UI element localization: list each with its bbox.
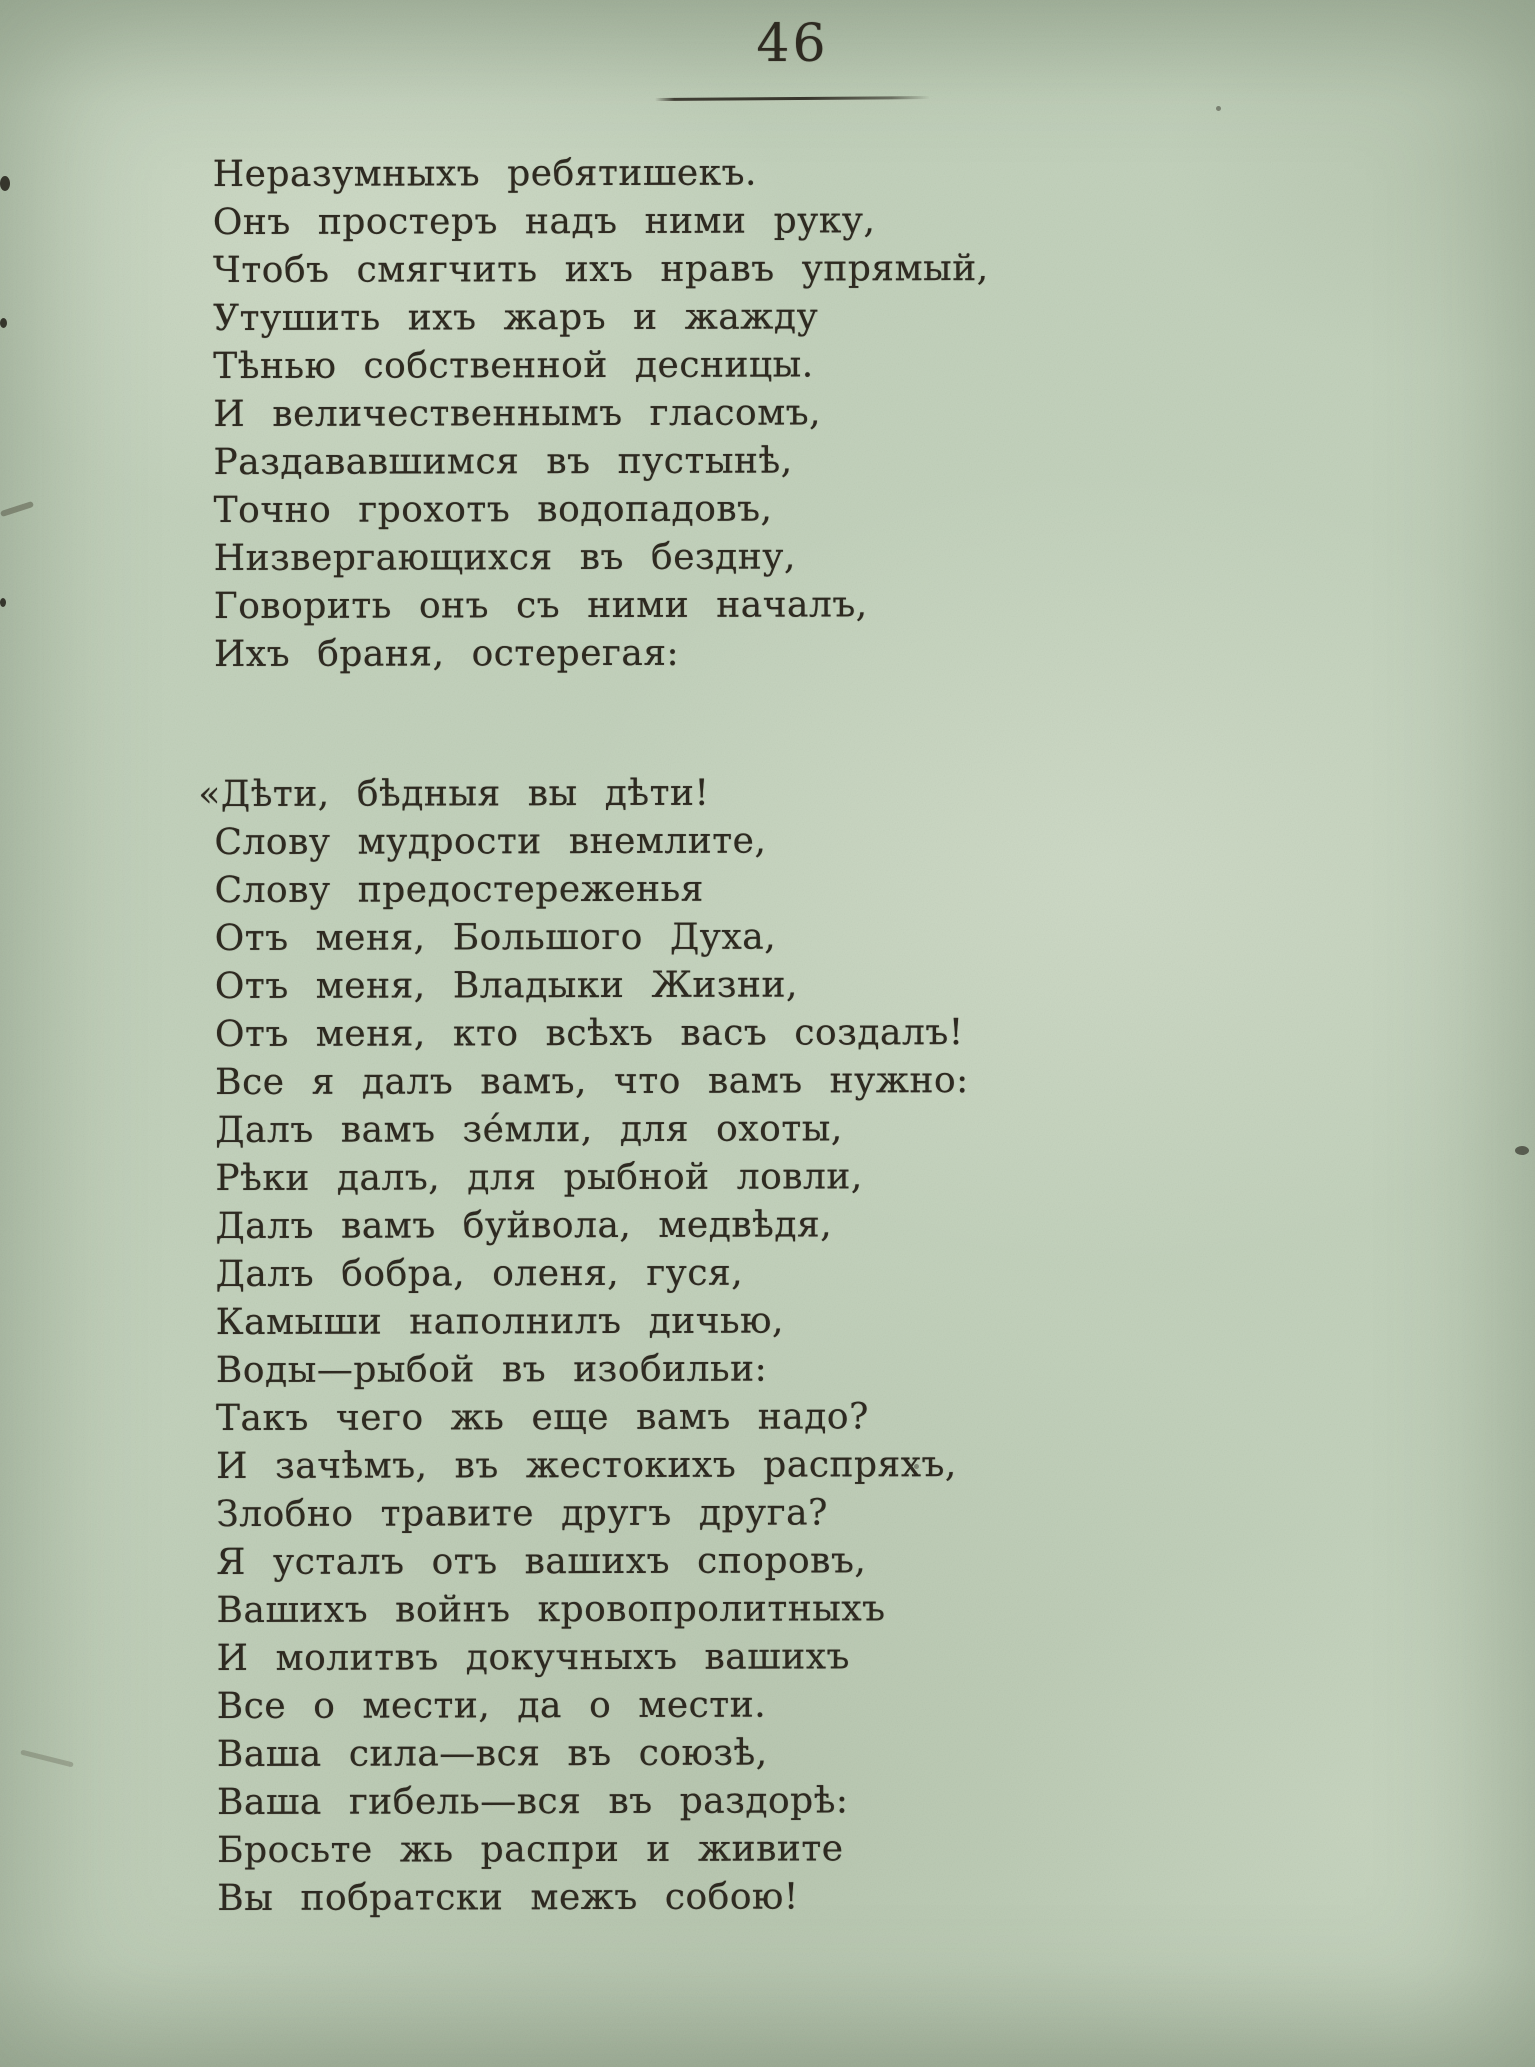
poem-line: Тѣнью собственной десницы. bbox=[213, 344, 814, 388]
page-speck bbox=[0, 176, 10, 191]
poem-line: Вашихъ войнъ кровопролитныхъ bbox=[216, 1588, 886, 1632]
page-scratch bbox=[0, 501, 34, 517]
page-speck bbox=[1515, 1146, 1529, 1155]
poem-line: «Дѣти, бѣдныя вы дѣти! bbox=[198, 772, 710, 816]
poem-line: Чтобъ смягчить ихъ нравъ упрямый, bbox=[212, 247, 989, 292]
page-number-rule bbox=[655, 96, 930, 101]
poem-line: Онъ простеръ надъ ними руку, bbox=[212, 200, 876, 244]
poem-line: Ихъ браня, остерегая: bbox=[213, 632, 680, 676]
poem-line: Слову предостереженья bbox=[214, 868, 704, 912]
poem-line: Бросьте жь распри и живите bbox=[217, 1828, 844, 1872]
poem-line: И величественнымъ гласомъ, bbox=[213, 392, 822, 436]
poem-line: И зачѣмъ, въ жестокихъ распряхъ, bbox=[216, 1444, 957, 1488]
poem-line: Раздававшимся въ пустынѣ, bbox=[213, 440, 793, 484]
page-speck bbox=[0, 318, 7, 328]
poem-line: Неразумныхъ ребятишекъ. bbox=[212, 152, 758, 196]
poem-line: Утушить ихъ жаръ и жажду bbox=[213, 296, 819, 340]
poem-line: Все я далъ вамъ, что вамъ нужно: bbox=[215, 1060, 969, 1104]
page-number: 46 bbox=[756, 14, 829, 74]
page-speck bbox=[0, 598, 6, 607]
poem-line: Такъ чего жь еще вамъ надо? bbox=[215, 1396, 869, 1440]
poem-line: Я усталъ отъ вашихъ споровъ, bbox=[216, 1540, 867, 1584]
poem-line: Ваша гибель—вся въ раздорѣ: bbox=[216, 1780, 849, 1824]
poem-line: Отъ меня, Владыки Жизни, bbox=[214, 964, 799, 1008]
poem-line: Отъ меня, Большого Духа, bbox=[214, 916, 777, 960]
poem-line: И молитвъ докучныхъ вашихъ bbox=[216, 1636, 850, 1680]
poem-line: Воды—рыбой въ изобильи: bbox=[215, 1348, 768, 1392]
poem-line: Вы побратски межъ собою! bbox=[217, 1876, 799, 1920]
poem bbox=[198, 149, 993, 1923]
poem-line: Далъ вамъ зе́мли, для охоты, bbox=[215, 1108, 843, 1152]
poem-line: Камыши наполнилъ дичью, bbox=[215, 1300, 784, 1344]
stanza-2 bbox=[198, 769, 993, 1923]
poem-line: Все о мести, да о мести. bbox=[216, 1684, 767, 1728]
poem-line: Рѣки далъ, для рыбной ловли, bbox=[215, 1156, 863, 1200]
poem-line: Низвергающихся въ бездну, bbox=[213, 536, 796, 580]
stanza-1 bbox=[213, 149, 990, 679]
page-scratch bbox=[20, 1750, 74, 1768]
poem-line: Ваша сила—вся въ союзѣ, bbox=[216, 1732, 768, 1776]
poem-line: Далъ бобра, оленя, гуся, bbox=[215, 1252, 744, 1296]
poem-line: Слову мудрости внемлите, bbox=[214, 820, 767, 864]
page-speck bbox=[1216, 106, 1221, 111]
poem-line: Далъ вамъ буйвола, медвѣдя, bbox=[215, 1204, 833, 1248]
poem-line: Злобно травите другъ друга? bbox=[216, 1492, 828, 1536]
poem-line: Говорить онъ съ ними началъ, bbox=[213, 584, 868, 628]
poem-line: Отъ меня, кто всѣхъ васъ создалъ! bbox=[214, 1012, 964, 1056]
poem-line: Точно грохотъ водопадовъ, bbox=[213, 488, 773, 532]
